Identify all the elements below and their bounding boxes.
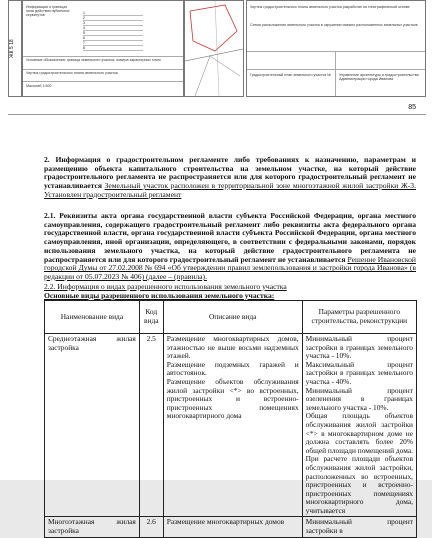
col-header-params: Параметры разрешенного строительства, реконструкции xyxy=(302,301,416,334)
coord-row: 8 xyxy=(83,46,143,51)
section-2-2-subheading: Основные виды разрешенного использования земельного участка: xyxy=(44,290,275,300)
param-line: Общая площадь объектов обслуживания жилой застройки <*> в многоквартирном доме не должна составлять более 20% общей площади помещений дома. xyxy=(305,411,413,455)
col-header-name: Наименование вида xyxy=(45,301,140,334)
coord-row: 5 xyxy=(83,31,143,36)
param-line: Минимальный процент застройки в xyxy=(305,517,413,536)
plan-note: Информация о границах зоны действия публичных сервитутов xyxy=(26,5,70,18)
description-line: Размещение многоквартирных домов, этажностью не выше восьми надземных этажей. xyxy=(166,334,299,361)
use-description xyxy=(163,517,302,537)
plan-note: Градостроительный план земельного участка № xyxy=(250,73,332,77)
coord-row: 7 xyxy=(83,41,143,46)
param-line: Максимальный процент застройки в границах земельного участка - 40%. xyxy=(305,359,413,386)
plan-note: Чертеж градостроительного плана земельного участка разработан на топографической основе xyxy=(250,5,410,9)
coord-row: 2 xyxy=(83,16,143,21)
plan-title-block xyxy=(246,0,426,97)
coordinates-table xyxy=(83,11,143,51)
param-line: При расчете площади объектов обслуживания жилой застройки, расположенных во встроенных, пристроенных и встроенно-пристроенных помещениях многоквартирного дома, учитывается xyxy=(305,454,413,515)
plan-side-label: ЖК 5 18 xyxy=(8,0,22,97)
section-2-2 xyxy=(44,283,416,300)
plan-note: Условные обозначения: граница земельного участка; номера характерных точек xyxy=(26,58,161,62)
section-2-2-heading: 2.2. Информация о видах разрешенного использования земельного участка xyxy=(44,282,287,291)
coord-row: 3 xyxy=(83,21,143,26)
param-line: Минимальный процент озеленения в границах земельного участка - 10%. xyxy=(305,385,413,412)
plan-note: Управление архитектуры и градостроительства Администрации города Иванова xyxy=(339,73,419,82)
plan-map-lines xyxy=(185,1,243,96)
param-line: Минимальный процент застройки в границах земельного участка - 10%. xyxy=(305,334,413,361)
description-line: Размещение многоквартирных домов xyxy=(166,517,285,527)
section-2-1 xyxy=(44,212,416,282)
section-2-1-decision-text: Решение Ивановской городской Думы от 27.02.2008 № 694 «Об утверждении правил землепользования и застройки города Иванова» (в редакции от 05.07.2023 № 406) (далее – (правила). xyxy=(44,254,416,281)
table-header-row xyxy=(45,301,417,334)
table-row xyxy=(45,334,417,517)
plan-legend-block xyxy=(22,0,184,97)
col-header-description: Описание вида xyxy=(163,301,302,334)
table-row xyxy=(45,517,417,537)
use-params xyxy=(302,334,416,517)
col-header-code: Код вида xyxy=(139,301,163,334)
section-2-heading: 2. Информация о градостроительном регламенте либо требованиях к назначению, параметрам и размещению объекта капитального строительства на земельном участке, на который действие градостроительного регламента не распространяется или для которого градостроительный регламент не устанавливается xyxy=(44,155,416,191)
coord-row: 1 xyxy=(83,11,143,16)
section-2-1-heading: 2.1. Реквизиты акта органа государственной власти субъекта Российской Федерации, органа местного самоуправления, содержащего градостроительный регламент либо реквизиты акта федерального органа государственной власти, органа государственной власти субъекта Российской Федерации, органа местного самоуправления, иной организации, определяющего, в соответствии с федеральными законами, порядок использования земельного участка, на который действие градостроительного регламента не распространяется или для которого градостроительный регламент не устанавливается xyxy=(44,211,416,264)
use-code: 2.5 xyxy=(139,334,163,517)
plan-map-fragment xyxy=(184,0,244,97)
section-2-zone-text: Земельный участок расположен в территориальной зоне многоэтажной жилой застройки Ж-3. Установлен градостроительный регламент xyxy=(44,181,416,199)
section-2 xyxy=(44,156,416,200)
coord-row: 4 xyxy=(83,26,143,31)
description-line: Размещение объектов обслуживания жилой застройки <*> во встроенных, пристроенных и встроенно-пристроенных помещениях многоквартирного дома xyxy=(166,376,299,421)
coord-row: 6 xyxy=(83,36,143,41)
plan-note: Масштаб 1:500 xyxy=(26,84,52,88)
description-line: Размещение подземных гаражей и автостоянок. xyxy=(166,359,299,378)
site-plan-drawing xyxy=(8,0,426,115)
use-params xyxy=(302,517,416,537)
plan-note: Чертеж градостроительного плана земельного участка xyxy=(26,71,118,75)
plan-note: Схема расположения земельного участка в окружении смежно расположенных земельных участков xyxy=(250,23,418,27)
use-code: 2.6 xyxy=(139,517,163,537)
use-name: Многоэтажная жилая застройка xyxy=(45,517,140,537)
page-number: 85 xyxy=(408,104,416,111)
use-name: Среднеэтажная жилая застройка xyxy=(45,334,140,517)
use-description xyxy=(163,334,302,517)
permitted-use-table xyxy=(44,300,417,538)
